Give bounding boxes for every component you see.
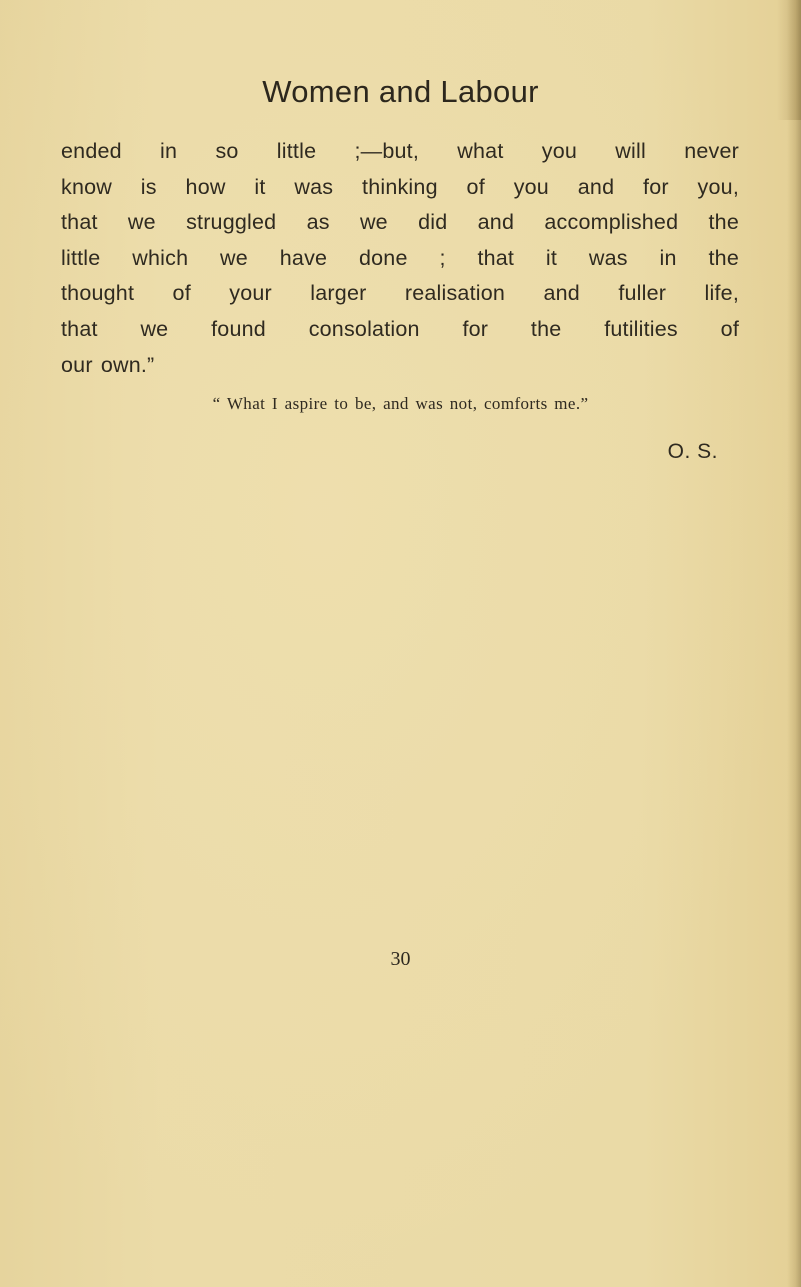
body-line-5: thought of your larger realisation and fuller life,	[61, 281, 739, 306]
body-line-7: our own.”	[61, 352, 155, 377]
body-line-2: know is how it was thinking of you and for you,	[61, 174, 739, 199]
body-line-1: ended in so little ;—but, what you will never	[61, 139, 739, 163]
author-initials: O. S.	[667, 440, 718, 463]
body-line-3: that we struggled as we did and accomplished the	[61, 210, 739, 235]
body-line-6: that we found consolation for the futilities of	[61, 316, 739, 341]
body-paragraph	[61, 134, 739, 383]
quotation-motto: “ What I aspire to be, and was not, comforts me.”	[212, 394, 589, 413]
page-edge-shadow	[787, 0, 801, 1287]
running-head: Women and Labour	[262, 74, 539, 109]
page-number: 30	[390, 948, 411, 970]
body-line-4: little which we have done ; that it was in the	[61, 245, 739, 270]
